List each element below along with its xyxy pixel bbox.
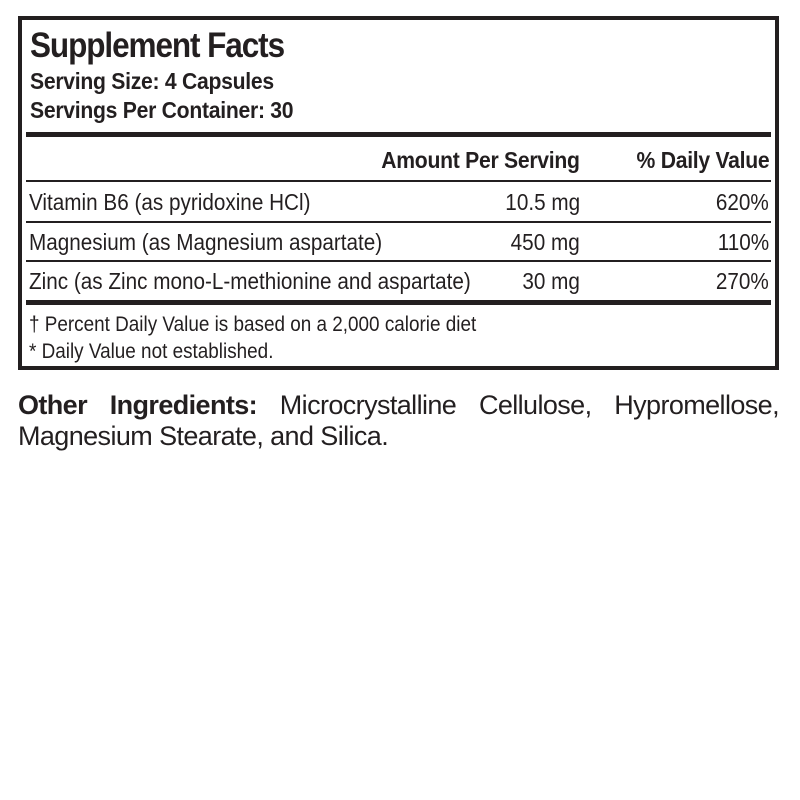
other-ingredients [18, 390, 779, 452]
other-ingredients-label: Other Ingredients: [18, 390, 258, 420]
panel-title: Supplement Facts [30, 26, 285, 65]
row-name-magnesium: Magnesium (as Magnesium aspartate) [29, 229, 383, 255]
row-amount-zinc: 30 mg [522, 268, 580, 294]
row-name-vitamin-b6: Vitamin B6 (as pyridoxine HCl) [29, 189, 311, 215]
footnote-not-established: * Daily Value not established. [29, 340, 274, 363]
other-ingredients-text: Microcrystalline Cellulose, Hypromellose, Magnesium Stearate, and Silica. [18, 390, 779, 451]
divider-row [26, 180, 771, 182]
row-amount-magnesium: 450 mg [510, 229, 580, 255]
row-name-zinc: Zinc (as Zinc mono-L-methionine and aspartate) [29, 268, 471, 294]
header-daily-value: % Daily Value [636, 147, 769, 173]
divider-thick [26, 300, 771, 305]
header-amount-per-serving: Amount Per Serving [381, 147, 580, 173]
row-amount-vitamin-b6: 10.5 mg [505, 189, 580, 215]
footnote-daily-value-basis: † Percent Daily Value is based on a 2,000 calorie diet [29, 313, 477, 336]
serving-size: Serving Size: 4 Capsules [30, 68, 274, 94]
divider-thick [26, 132, 771, 137]
row-dv-vitamin-b6: 620% [716, 189, 769, 215]
row-dv-zinc: 270% [716, 268, 769, 294]
row-dv-magnesium: 110% [717, 229, 769, 255]
divider-row [26, 221, 771, 223]
supplement-facts-panel [18, 16, 779, 370]
servings-per-container: Servings Per Container: 30 [30, 97, 294, 123]
divider-row [26, 260, 771, 262]
